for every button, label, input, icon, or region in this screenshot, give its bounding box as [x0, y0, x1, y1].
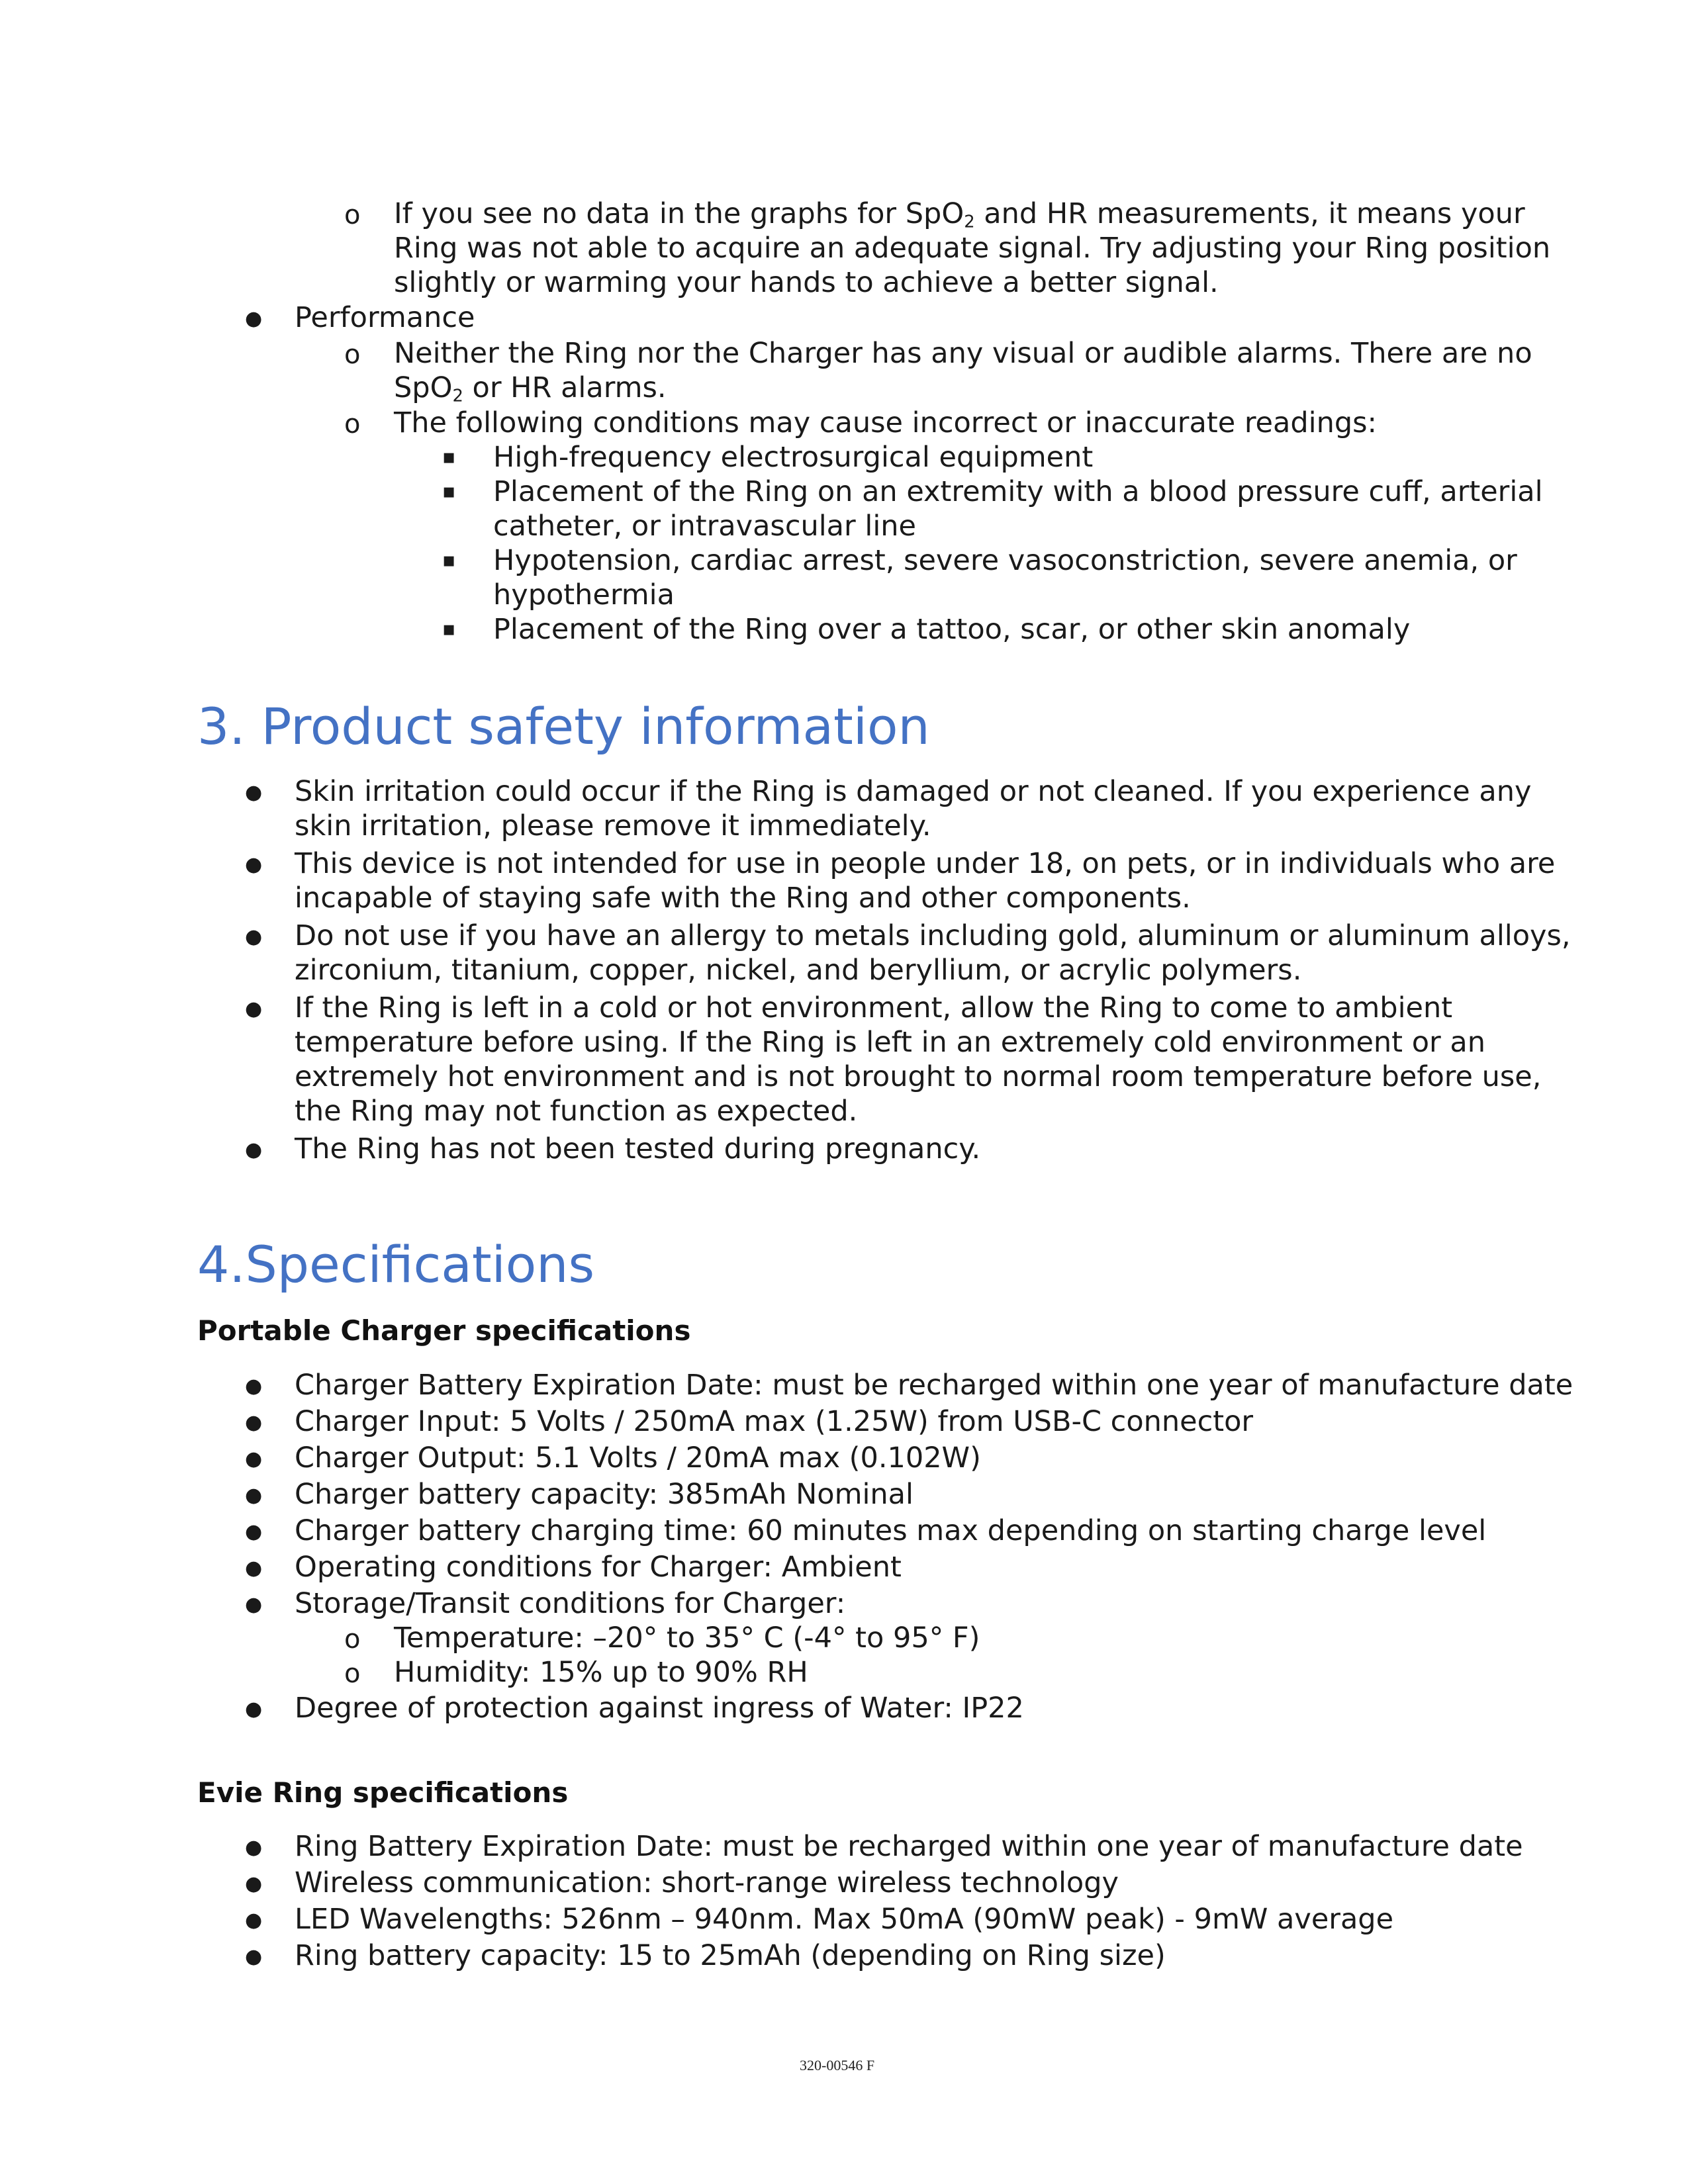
disc-bullet: ●: [245, 1909, 263, 1932]
charger-spec-item: Charger Battery Expiration Date: must be recharged within one year of manufacture date: [295, 1369, 1573, 1402]
disc-bullet: ●: [245, 781, 263, 804]
document-number: 320-00546 F: [800, 2057, 875, 2073]
condition-item: Placement of the Ring over a tattoo, scar, or other skin anomaly: [493, 613, 1411, 646]
charger-spec-item: Charger Output: 5.1 Volts / 20mA max (0.102W): [295, 1441, 981, 1475]
disc-bullet: ●: [245, 1484, 263, 1507]
safety-item: The Ring has not been tested during pregnancy.: [295, 1132, 981, 1165]
disc-bullet: ●: [245, 1520, 263, 1543]
ring-spec-item: LED Wavelengths: 526nm – 940nm. Max 50mA (90mW peak) - 9mW average: [295, 1903, 1394, 1936]
safety-item: Skin irritation could occur if the Ring is damaged or not cleaned. If you experience any: [295, 775, 1532, 808]
charger-spec-subitem: Temperature: –20° to 35° C (-4° to 95° F): [394, 1621, 980, 1655]
circle-bullet: o: [344, 340, 361, 370]
disc-bullet: ●: [245, 1138, 263, 1161]
charger-spec-item: Degree of protection against ingress of Water: IP22: [295, 1692, 1024, 1725]
ring-spec-item: Wireless communication: short-range wireless technology: [295, 1866, 1119, 1899]
safety-item: If the Ring is left in a cold or hot environment, allow the Ring to come to ambient: [295, 991, 1453, 1024]
disc-bullet: ●: [245, 1836, 263, 1859]
charger-spec-item: Operating conditions for Charger: Ambient: [295, 1551, 902, 1584]
no-data-note-line-3: slightly or warming your hands to achieve a better signal.: [394, 266, 1219, 299]
disc-bullet: ●: [245, 1945, 263, 1968]
alarms-note-line-2: SpO$_2$ or HR alarms.: [394, 371, 667, 406]
circle-bullet: o: [344, 200, 361, 230]
ring-spec-item: Ring Battery Expiration Date: must be recharged within one year of manufacture date: [295, 1830, 1523, 1863]
disc-bullet: ●: [245, 307, 263, 330]
section-heading-safety: 3. Product safety information: [197, 697, 930, 756]
circle-bullet: o: [344, 1659, 361, 1689]
safety-item-cont: incapable of staying safe with the Ring and other components.: [295, 882, 1191, 915]
circle-bullet: o: [344, 1624, 361, 1655]
alarms-note-line-1: Neither the Ring nor the Charger has any visual or audible alarms. There are no: [394, 337, 1532, 370]
condition-item: High-frequency electrosurgical equipment: [493, 441, 1094, 474]
disc-bullet: ●: [245, 925, 263, 948]
disc-bullet: ●: [245, 1593, 263, 1616]
conditions-intro: The following conditions may cause incorrect or inaccurate readings:: [394, 406, 1378, 439]
no-data-note-line-1: If you see no data in the graphs for SpO$_2$ and HR measurements, it means your: [394, 197, 1525, 232]
disc-bullet: ●: [245, 1447, 263, 1471]
circle-bullet: o: [344, 409, 361, 439]
condition-item: Placement of the Ring on an extremity with a blood pressure cuff, arterial: [493, 475, 1543, 508]
charger-spec-item: Charger battery capacity: 385mAh Nominal: [295, 1478, 914, 1511]
disc-bullet: ●: [245, 1375, 263, 1398]
disc-bullet: ●: [245, 997, 263, 1021]
condition-item-cont: hypothermia: [493, 578, 675, 612]
disc-bullet: ●: [245, 853, 263, 876]
condition-item: Hypotension, cardiac arrest, severe vasoconstriction, severe anemia, or: [493, 544, 1517, 577]
safety-item: This device is not intended for use in people under 18, on pets, or in individuals who are: [295, 847, 1556, 880]
disc-bullet: ●: [245, 1411, 263, 1434]
square-bullet: ▪: [442, 549, 456, 572]
square-bullet: ▪: [442, 480, 456, 503]
charger-spec-subitem: Humidity: 15% up to 90% RH: [394, 1656, 808, 1689]
ring-spec-item: Ring battery capacity: 15 to 25mAh (depending on Ring size): [295, 1939, 1166, 1972]
ring-specs-title: Evie Ring specifications: [197, 1776, 569, 1809]
safety-item: Do not use if you have an allergy to metals including gold, aluminum or aluminum alloys,: [295, 919, 1571, 952]
safety-item-cont: temperature before using. If the Ring is left in an extremely cold environment or an: [295, 1026, 1485, 1059]
condition-item-cont: catheter, or intravascular line: [493, 510, 916, 543]
section-heading-specifications: 4.Specifications: [197, 1235, 595, 1294]
disc-bullet: ●: [245, 1557, 263, 1580]
square-bullet: ▪: [442, 445, 456, 469]
safety-item-cont: skin irritation, please remove it immediately.: [295, 809, 931, 842]
charger-spec-item: Storage/Transit conditions for Charger:: [295, 1587, 846, 1620]
performance-label: Performance: [295, 301, 475, 334]
charger-spec-item: Charger Input: 5 Volts / 250mA max (1.25W) from USB-C connector: [295, 1405, 1254, 1438]
charger-specs-title: Portable Charger specifications: [197, 1314, 691, 1347]
square-bullet: ▪: [442, 617, 456, 641]
disc-bullet: ●: [245, 1872, 263, 1895]
disc-bullet: ●: [245, 1698, 263, 1721]
no-data-note-line-2: Ring was not able to acquire an adequate signal. Try adjusting your Ring position: [394, 232, 1551, 265]
safety-item-cont: zirconium, titanium, copper, nickel, and beryllium, or acrylic polymers.: [295, 954, 1302, 987]
safety-item-cont: extremely hot environment and is not brought to normal room temperature before use,: [295, 1060, 1542, 1093]
safety-item-cont: the Ring may not function as expected.: [295, 1095, 858, 1128]
charger-spec-item: Charger battery charging time: 60 minutes max depending on starting charge level: [295, 1514, 1487, 1547]
